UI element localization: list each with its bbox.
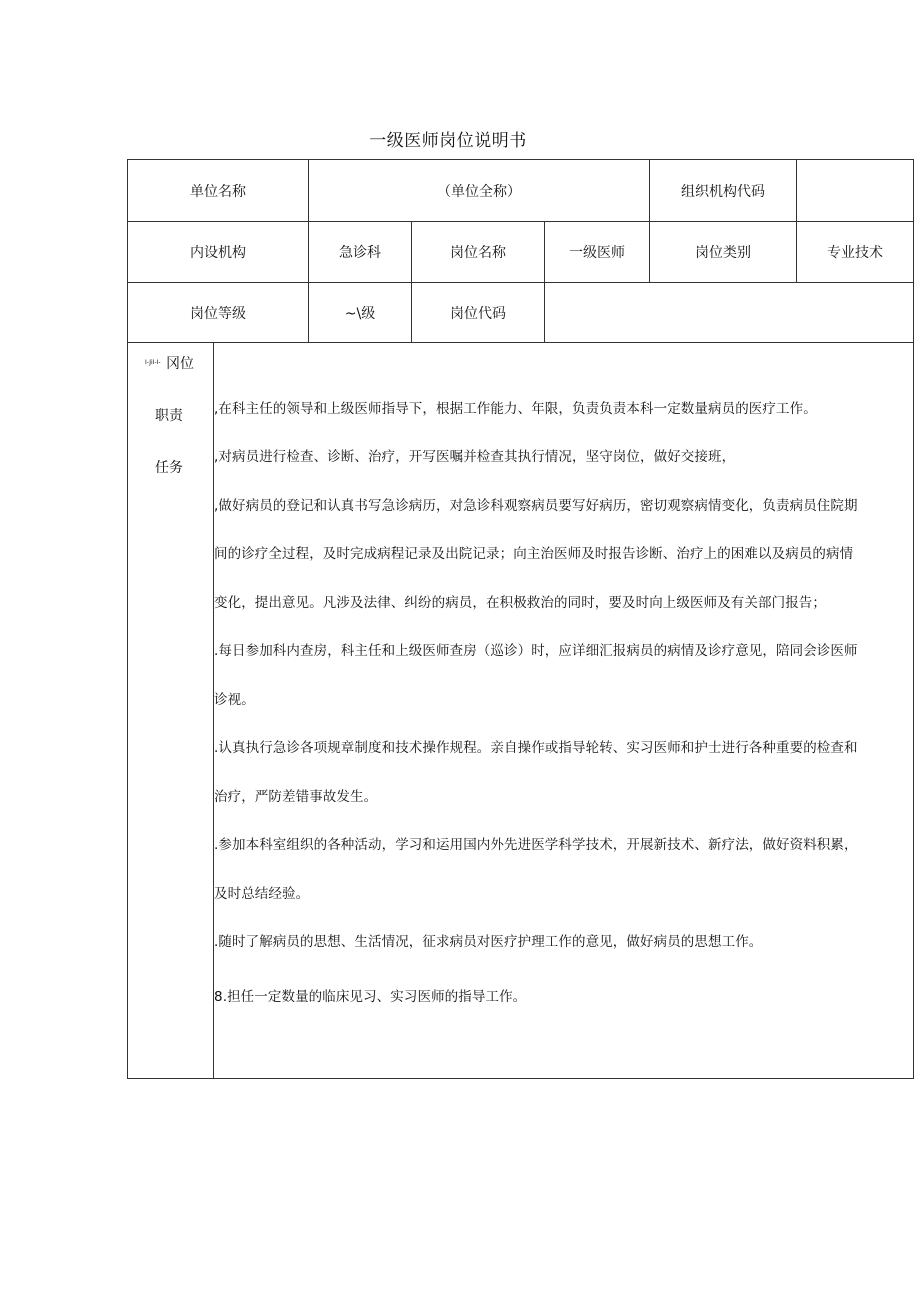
duty-line: 间的诊疗全过程，及时完成病程记录及出院记录；向主治医师及时报告诊断、治疗上的困难以及病员的病情 [214, 546, 854, 562]
duty-line: 诊视。 [214, 692, 255, 708]
duty-line: 变化，提出意见。凡涉及法律、纠纷的病员，在积极救治的同时，要及时向上级医师及有关部门报告； [214, 595, 826, 611]
grade-value: ~\级 [309, 283, 412, 343]
duty-line: .认真执行急诊各项规章制度和技术操作规程。亲自操作或指导轮转、实习医师和护士进行各种重要的检查和 [214, 740, 858, 756]
duty-line: .随时了解病员的思想、生活情况，征求病员对医疗护理工作的意见，做好病员的思想工作。 [214, 934, 763, 950]
post-code-value [545, 283, 914, 343]
duties-content-cell [214, 343, 914, 1079]
post-type-label: 岗位类别 [650, 222, 797, 283]
duties-label-line1: 冈位 [166, 356, 194, 372]
document-title: 一级医师岗位说明书 [369, 131, 527, 151]
dept-value: 急诊科 [309, 222, 412, 283]
post-code-label: 岗位代码 [412, 283, 545, 343]
duty-line: 8.担任一定数量的临床见习、实习医师的指导工作。 [214, 989, 527, 1005]
duty-line: ,对病员进行检查、诊断、治疗，开写医嘱并检查其执行情况，坚守岗位，做好交接班， [214, 449, 736, 465]
duties-label-cell [128, 343, 214, 1079]
duties-label-line2: 职责 [155, 408, 183, 424]
duties-label-line3: 任务 [155, 460, 183, 476]
job-description-table [127, 159, 914, 1079]
post-type-value: 专业技术 [797, 222, 914, 283]
unit-name-label: 单位名称 [128, 160, 309, 222]
unit-name-value: （单位全称） [309, 160, 650, 222]
post-name-label: 岗位名称 [412, 222, 545, 283]
duties-label-prefix: I-JiI-I- [145, 359, 161, 366]
dept-label: 内设机构 [128, 222, 309, 283]
grade-label: 岗位等级 [128, 283, 309, 343]
post-name-value: 一级医师 [545, 222, 650, 283]
duty-line: 治疗，严防差错事故发生。 [214, 789, 378, 805]
org-code-value [797, 160, 914, 222]
duty-line: .参加本科室组织的各种活动，学习和运用国内外先进医学科学技术，开展新技术、新疗法，做好资料积累， [214, 837, 858, 853]
duty-line: .每日参加科内查房，科主任和上级医师查房（巡诊）时，应详细汇报病员的病情及诊疗意见，陪同会诊医师 [214, 643, 858, 659]
duty-line: ,在科主任的领导和上级医师指导下，根据工作能力、年限，负责负责本科一定数量病员的医疗工作。 [214, 401, 817, 417]
duty-line: ,做好病员的登记和认真书写急诊病历，对急诊科观察病员要写好病历，密切观察病情变化，负责病员住院期 [214, 498, 858, 514]
duty-line: 及时总结经验。 [214, 886, 310, 902]
org-code-label: 组织机构代码 [650, 160, 797, 222]
